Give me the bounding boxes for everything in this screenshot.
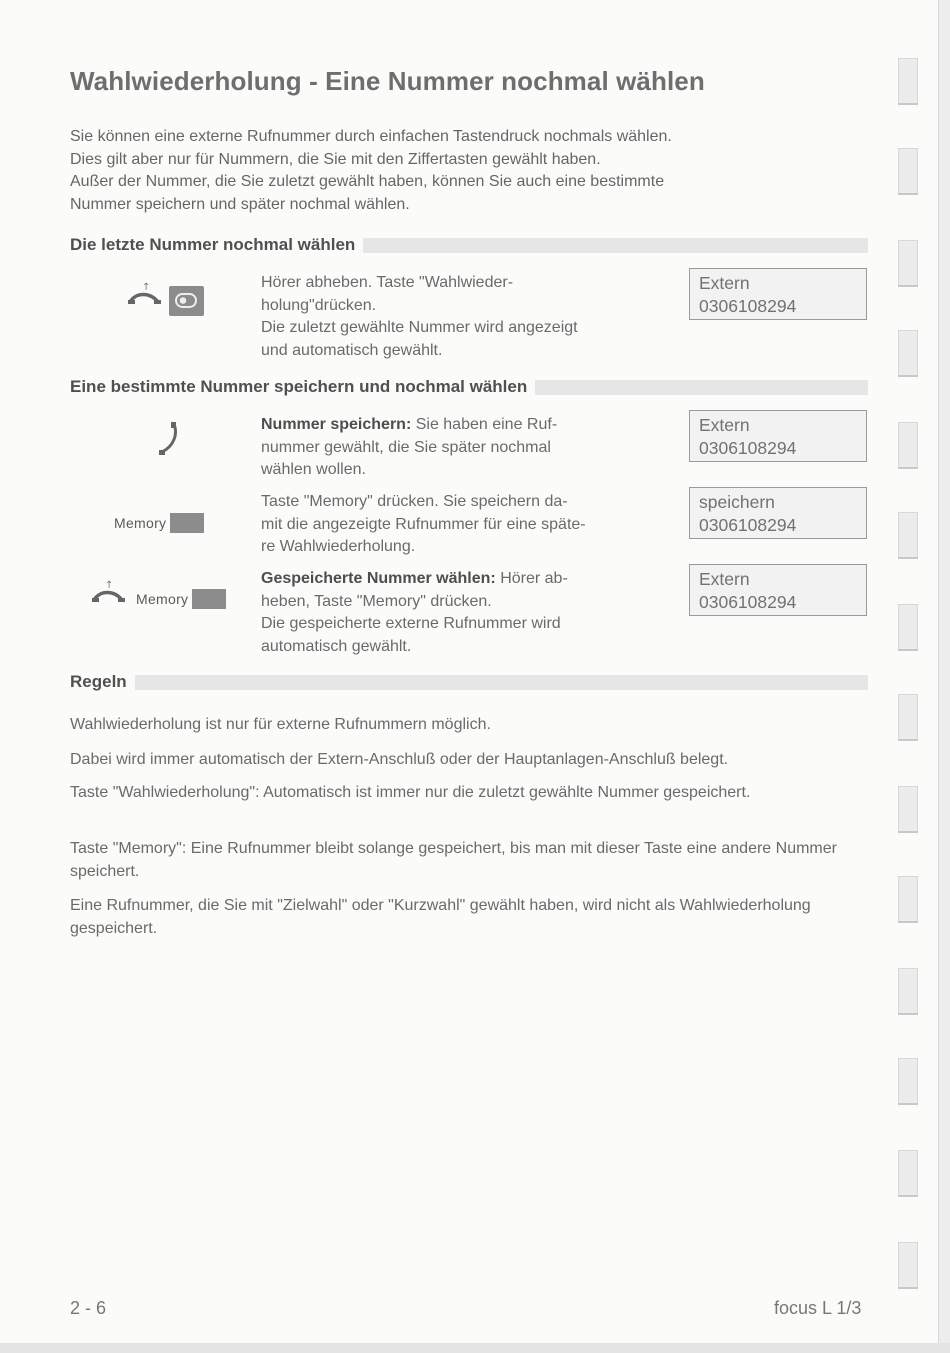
intro-line: Dies gilt aber nur für Nummern, die Sie mit den Ziffertasten gewählt haben. [70, 150, 601, 168]
step-store-title: Nummer speichern: [261, 416, 412, 433]
section-heading-label: Eine bestimmte Nummer speichern und nochmal wählen [70, 377, 528, 396]
step-memory-text [261, 491, 671, 559]
register-tab [898, 240, 918, 286]
step-recall-rest: Hörer ab- [495, 570, 568, 587]
section-heading-label: Regeln [70, 672, 127, 691]
memory-key-label: Memory [114, 515, 167, 531]
register-tab [898, 422, 918, 468]
rule-item: Taste "Memory": Eine Rufnummer bleibt solange gespeichert, bis man mit dieser Taste eine andere Nummer speichert. [70, 840, 837, 880]
page-number: 2 - 6 [70, 1298, 107, 1318]
section-heading-bar [363, 238, 868, 253]
rule-item: Wahlwiederholung ist nur für externe Rufnummern möglich. [70, 716, 491, 733]
display-speichern [689, 487, 867, 539]
memory-key-icon [170, 513, 204, 533]
section1-line: Die zuletzt gewählte Nummer wird angezeigt [261, 319, 578, 336]
register-tab [898, 1150, 918, 1196]
rule-item: Eine Rufnummer, die Sie mit "Zielwahl" oder "Kurzwahl" gewählt haben, wird nicht als Wahlwiederholung gespeichert. [70, 897, 811, 937]
step-store-rest: Sie haben eine Ruf- [411, 416, 558, 433]
memory-key-icon [192, 589, 226, 609]
page-title: Wahlwiederholung - Eine Nummer nochmal wählen [70, 66, 705, 96]
section-heading-bar [535, 380, 868, 395]
register-tab [898, 694, 918, 740]
product-name: focus L 1/3 [774, 1298, 862, 1318]
display-number: 0306108294 [699, 591, 797, 612]
step-recall-title: Gespeicherte Nummer wählen: [261, 570, 496, 587]
display-line: Extern [699, 415, 750, 435]
section-heading-label: Die letzte Nummer nochmal wählen [70, 235, 356, 254]
step-memory-line: mit die angezeigte Rufnummer für eine späte- [261, 515, 586, 533]
intro-paragraph [70, 126, 870, 216]
register-tab [898, 786, 918, 832]
register-tab [898, 968, 918, 1014]
intro-line: Nummer speichern und später nochmal wählen. [70, 195, 410, 213]
display-number: 0306108294 [699, 437, 797, 458]
step-memory-line: Taste "Memory" drücken. Sie speichern da- [261, 493, 568, 510]
section-heading-store-number [70, 377, 868, 397]
page-right-edge [938, 0, 950, 1353]
step-store-line: wählen wollen. [261, 461, 366, 478]
rule-item: Taste "Wahlwiederholung": Automatisch ist immer nur die zuletzt gewählte Nummer gespeichert. [70, 784, 751, 801]
register-tab [898, 330, 918, 376]
display-extern-3 [689, 564, 867, 616]
section1-line: Hörer abheben. Taste "Wahlwieder- [261, 274, 514, 291]
step-store-line: nummer gewählt, die Sie später nochmal [261, 438, 551, 456]
handset-lift-icon [92, 578, 132, 606]
register-tab [898, 148, 918, 194]
register-tab [898, 1242, 918, 1288]
display-number: 0306108294 [699, 514, 797, 535]
step-store-text [261, 414, 671, 482]
svg-text:↑: ↑ [142, 282, 151, 293]
display-number: 0306108294 [699, 295, 797, 316]
intro-line: Sie können eine externe Rufnummer durch einfachen Tastendruck nochmals wählen. [70, 128, 672, 145]
memory-key-label: Memory [136, 591, 189, 607]
step-recall-text [261, 568, 671, 658]
memory-key-group [136, 589, 226, 609]
intro-line: Außer der Nummer, die Sie zuletzt gewählt haben, können Sie auch eine bestimmte [70, 173, 665, 190]
section-heading-rules [70, 672, 868, 692]
rule-item: Dabei wird immer automatisch der Extern-Anschluß oder der Hauptanlagen-Anschluß belegt. [70, 751, 729, 768]
step-memory-line: re Wahlwiederholung. [261, 538, 416, 555]
step-recall-line: Die gespeicherte externe Rufnummer wird [261, 615, 561, 632]
display-line: Extern [699, 273, 750, 293]
page-bottom-edge [0, 1343, 950, 1353]
handset-lift-icon [128, 280, 208, 318]
handset-dial-icon [154, 420, 184, 460]
section1-text [261, 272, 671, 362]
display-line: speichern [699, 492, 775, 512]
register-tab [898, 604, 918, 650]
section-heading-bar [135, 675, 868, 690]
section1-line: holung"drücken. [261, 296, 377, 314]
register-tab [898, 1058, 918, 1104]
section1-line: und automatisch gewählt. [261, 341, 443, 359]
register-tab [898, 876, 918, 922]
display-extern-1 [689, 268, 867, 320]
register-tab [898, 512, 918, 558]
step-recall-line: automatisch gewählt. [261, 637, 412, 655]
section-heading-last-number [70, 235, 868, 255]
display-extern-2 [689, 410, 867, 462]
step-recall-line: heben, Taste "Memory" drücken. [261, 592, 492, 610]
svg-text:↑: ↑ [105, 580, 114, 591]
redial-key-icon [169, 286, 204, 316]
display-line: Extern [699, 569, 750, 589]
register-tab [898, 58, 918, 104]
memory-key-group [114, 513, 204, 533]
